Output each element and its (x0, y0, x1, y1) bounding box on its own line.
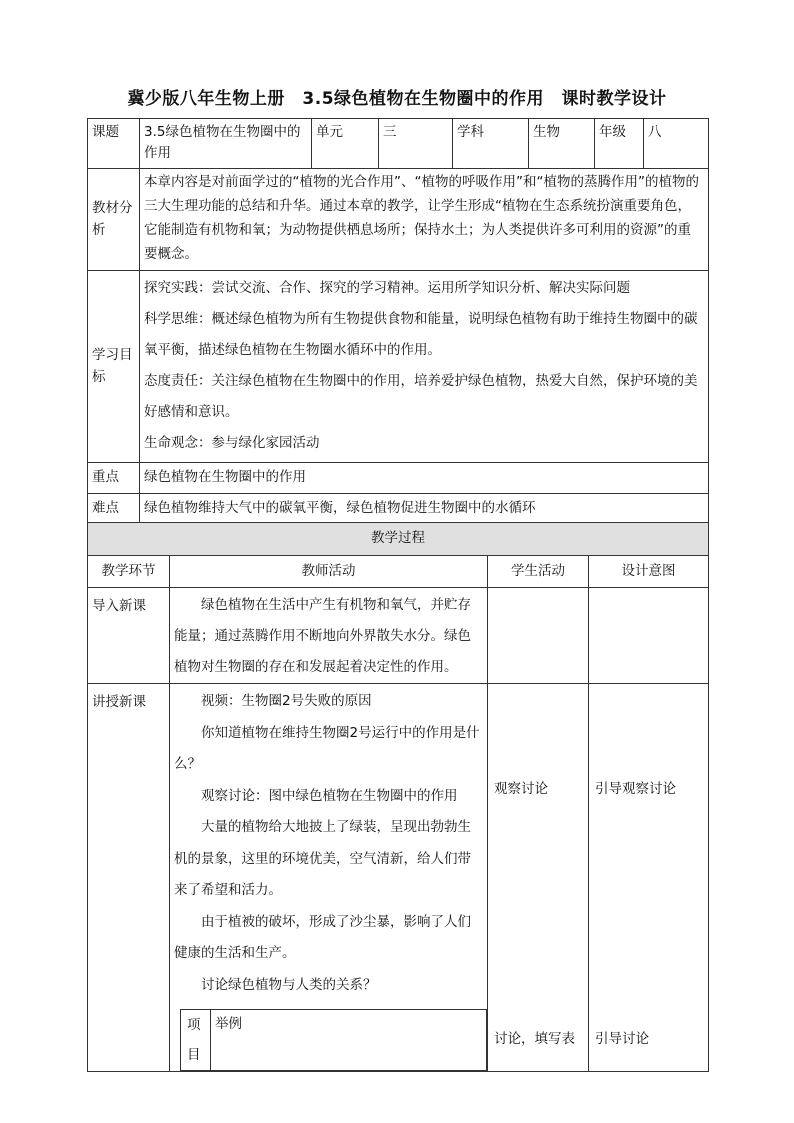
relation-table (180, 1009, 487, 1071)
teacher-paragraph: 你知道植物在维持生物圈2号运行中的作用是什么？ (174, 724, 480, 772)
column-stage: 教学环节 (88, 556, 170, 588)
relation-col-item: 项目 (181, 1010, 211, 1071)
column-student: 学生活动 (488, 556, 589, 588)
process-header-row (88, 523, 709, 556)
teacher-paragraph: 视频：生物圈2号失败的原因 (201, 693, 372, 709)
goals-content (140, 271, 709, 463)
intro-teacher: 绿色植物在生活中产生有机物和氧气，并贮存能量；通过蒸腾作用不断地向外界散失水分。绿色植物对生物圈的存在和发展起着决定性的作用。 (170, 588, 488, 684)
lecture-row (88, 684, 709, 1072)
teacher-paragraph: 观察讨论：图中绿色植物在生物圈中的作用 (201, 787, 458, 804)
lecture-student (488, 684, 589, 1072)
difficulty-label: 难点 (88, 494, 140, 525)
grade-label: 年级 (595, 119, 644, 169)
student-activity-discuss: 讨论，填写表 (494, 1031, 575, 1047)
process-table (87, 522, 709, 1072)
subject-value: 生物 (529, 119, 595, 169)
topic-label: 课题 (88, 119, 140, 169)
key-point-text: 绿色植物在生物圈中的作用 (140, 463, 709, 494)
student-activity-observe: 观察讨论 (494, 781, 548, 797)
grade-value: 八 (644, 119, 709, 169)
goal-item: 态度责任：关注绿色植物在生物圈中的作用，培养爱护绿色植物，热爱大自然，保护环境的美好感情和意识。 (144, 373, 698, 420)
difficulty-text: 绿色植物维持大气中的碳氧平衡，绿色植物促进生物圈中的水循环 (140, 494, 709, 525)
difficulty-row (88, 494, 709, 525)
goals-row (88, 271, 709, 463)
intro-row (88, 588, 709, 684)
lecture-teacher (170, 684, 488, 1072)
topic-row (88, 119, 709, 169)
analysis-text: 本章内容是对前面学过的“植物的光合作用”、“植物的呼吸作用”和“植物的蒸腾作用”的植物的三大生理功能的总结和升华。通过本章的教学，让学生形成“植物在生态系统扮演重要角色，它能制造有机物和氧；为动物提供栖息场所；保持水土；为人类提供许多可利用的资源”的重要概念。 (140, 169, 709, 271)
teacher-paragraph: 讨论绿色植物与人类的关系？ (201, 976, 377, 993)
process-header: 教学过程 (88, 523, 709, 556)
subject-label: 学科 (453, 119, 529, 169)
intent-discuss: 引导讨论 (595, 1031, 649, 1047)
key-point-label: 重点 (88, 463, 140, 494)
goal-item: 探究实践：尝试交流、合作、探究的学习精神。运用所学知识分析、解决实际问题 (144, 280, 630, 296)
intro-intent (589, 588, 709, 684)
goal-item: 科学思维：概述绿色植物为所有生物提供食物和能量，说明绿色植物有助于维持生物圈中的碳氧平衡，描述绿色植物在生物圈水循环中的作用。 (144, 311, 698, 358)
intro-student (488, 588, 589, 684)
column-header-row (88, 556, 709, 588)
goal-item: 生命观念：参与绿化家园活动 (144, 435, 320, 451)
relation-table-row (181, 1010, 487, 1071)
column-intent: 设计意图 (589, 556, 709, 588)
column-teacher: 教师活动 (170, 556, 488, 588)
intro-stage: 导入新课 (88, 588, 170, 684)
intent-observe: 引导观察讨论 (595, 781, 676, 797)
teacher-paragraph: 由于植被的破坏，形成了沙尘暴，影响了人们健康的生活和生产。 (174, 913, 471, 961)
unit-value: 三 (379, 119, 453, 169)
unit-label: 单元 (312, 119, 379, 169)
document-title: 冀少版八年生物上册 3.5绿色植物在生物圈中的作用 课时教学设计 (127, 89, 667, 109)
info-table (87, 118, 709, 525)
relation-col-example: 举例 (211, 1010, 487, 1071)
lecture-intent (589, 684, 709, 1072)
key-point-row (88, 463, 709, 494)
lecture-stage: 讲授新课 (88, 684, 170, 1072)
analysis-row (88, 169, 709, 271)
topic-value: 3.5绿色植物在生物圈中的作用 (140, 119, 312, 169)
teacher-paragraph: 大量的植物给大地披上了绿装，呈现出勃勃生机的景象，这里的环境优美，空气清新，给人们带来了希望和活力。 (174, 819, 471, 898)
analysis-label: 教材分析 (88, 169, 140, 271)
goals-label: 学习目标 (88, 271, 140, 463)
